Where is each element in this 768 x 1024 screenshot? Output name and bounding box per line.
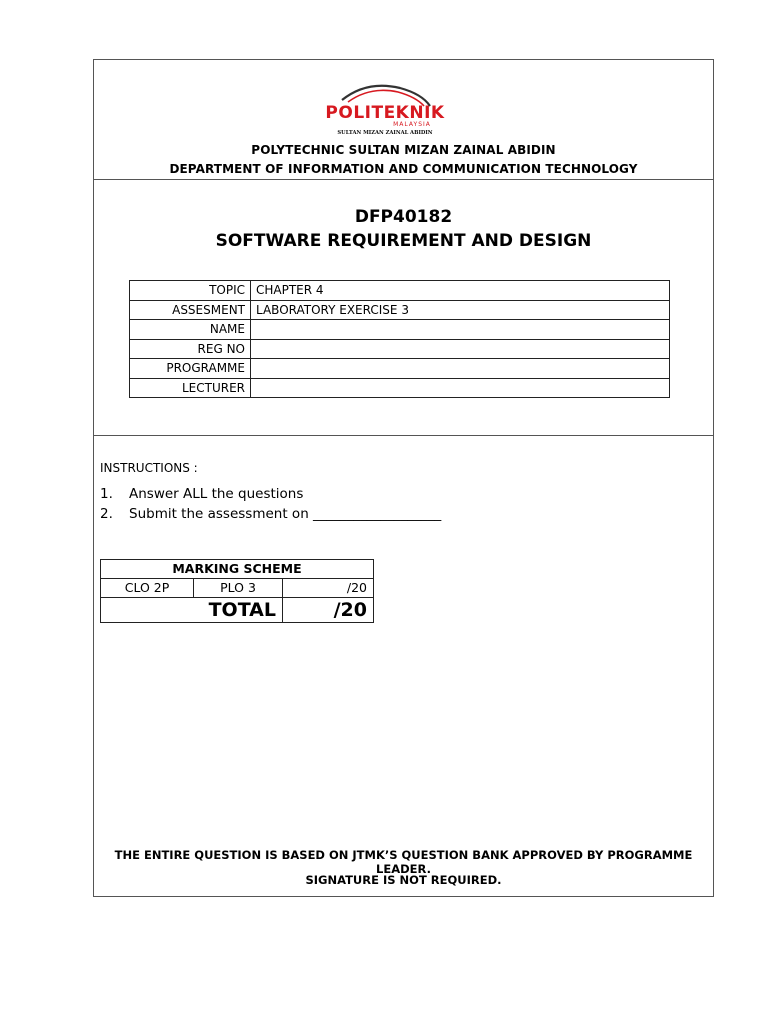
footer-note: THE ENTIRE QUESTION IS BASED ON JTMK’S QUESTION BANK APPROVED BY PROGRAMME LEADER. bbox=[114, 848, 693, 876]
info-key: ASSESMENT bbox=[130, 300, 251, 320]
student-info-table bbox=[129, 280, 670, 398]
svg-text:MALAYSIA: MALAYSIA bbox=[393, 121, 431, 128]
info-value bbox=[251, 339, 670, 359]
info-key: LECTURER bbox=[130, 378, 251, 398]
info-row bbox=[130, 359, 670, 379]
marks-cell: /20 bbox=[283, 579, 374, 598]
clo-cell: CLO 2P bbox=[101, 579, 194, 598]
department-name: DEPARTMENT OF INFORMATION AND COMMUNICATION TECHNOLOGY bbox=[169, 162, 638, 176]
total-label: TOTAL bbox=[101, 598, 283, 623]
footer-signature-note: SIGNATURE IS NOT REQUIRED. bbox=[305, 873, 502, 887]
info-key: NAME bbox=[130, 320, 251, 340]
info-row bbox=[130, 281, 670, 301]
total-marks: /20 bbox=[283, 598, 374, 623]
marking-scheme-title: MARKING SCHEME bbox=[101, 560, 374, 579]
section-divider bbox=[93, 435, 714, 436]
info-key: TOPIC bbox=[130, 281, 251, 301]
info-value: LABORATORY EXERCISE 3 bbox=[251, 300, 670, 320]
info-value: CHAPTER 4 bbox=[251, 281, 670, 301]
instruction-item bbox=[100, 485, 441, 505]
instruction-number: 1. bbox=[100, 486, 113, 502]
info-row bbox=[130, 378, 670, 398]
politeknik-logo bbox=[312, 82, 458, 136]
info-key: REG NO bbox=[130, 339, 251, 359]
info-value bbox=[251, 359, 670, 379]
plo-cell: PLO 3 bbox=[194, 579, 283, 598]
svg-text:POLITEKNIK: POLITEKNIK bbox=[325, 103, 445, 123]
instruction-number: 2. bbox=[100, 506, 113, 522]
instruction-text: Answer ALL the questions bbox=[129, 486, 304, 502]
info-key: PROGRAMME bbox=[130, 359, 251, 379]
info-row bbox=[130, 300, 670, 320]
course-code: DFP40182 bbox=[354, 207, 453, 227]
info-value bbox=[251, 320, 670, 340]
course-name: SOFTWARE REQUIREMENT AND DESIGN bbox=[215, 231, 592, 251]
svg-text:SULTAN MIZAN ZAINAL ABIDIN: SULTAN MIZAN ZAINAL ABIDIN bbox=[337, 130, 433, 136]
document-frame bbox=[93, 59, 714, 897]
politeknik-logo-graphic bbox=[312, 82, 458, 136]
instruction-item bbox=[100, 505, 441, 525]
info-row bbox=[130, 339, 670, 359]
instruction-text: Submit the assessment on ___________________ bbox=[129, 506, 442, 522]
instructions-list bbox=[100, 485, 441, 525]
instructions-label: INSTRUCTIONS : bbox=[100, 461, 198, 475]
institution-name: POLYTECHNIC SULTAN MIZAN ZAINAL ABIDIN bbox=[251, 143, 556, 157]
info-value bbox=[251, 378, 670, 398]
section-divider bbox=[93, 179, 714, 180]
info-row bbox=[130, 320, 670, 340]
marking-scheme-table bbox=[100, 559, 374, 623]
